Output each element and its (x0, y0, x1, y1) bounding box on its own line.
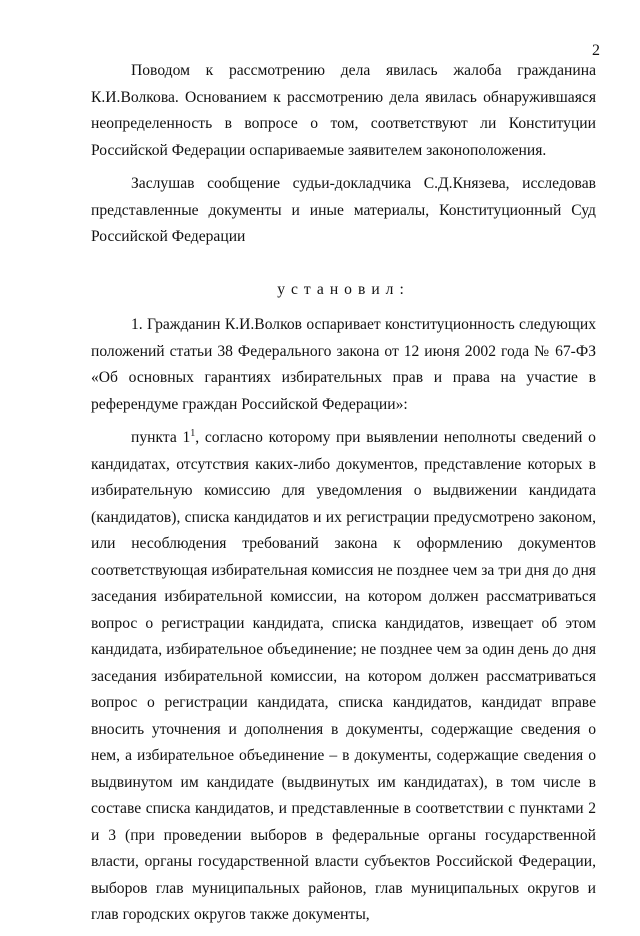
paragraph-section-1: 1. Гражданин К.И.Волков оспаривает конституционность следующих положений статьи 38 Федерального закона от 12 июня 2002 года № 67-ФЗ «Об основных гарантиях избирательных прав и права на участие в референдуме граждан Российской Федерации»: (91, 316, 596, 413)
paragraph-complaint-basis: Поводом к рассмотрению дела явилась жалоба гражданина К.И.Волкова. Основанием к рассмотрению дела явилась обнаружившаяся неопределенность в вопросе о том, соответствуют ли Конституции Российской Федерации оспариваемые заявителем законоположения. (91, 62, 596, 159)
document-body (91, 58, 596, 936)
paragraph-hearing: Заслушав сообщение судьи-докладчика С.Д.Князева, исследовав представленные документы и иные материалы, Конституционный Суд Российской Федерации (91, 175, 596, 245)
clause-text: , согласно которому при выявлении неполноты сведений о кандидатах, отсутствия каких-либо документов, представление которых в избирательную комиссию для уведомления о выдвижении кандидата (кандидатов), списка кандидатов и их регистрации предусмотрено законом, или несоблюдения требований закона к оформлению документов соответствующая избирательная комиссия не позднее чем за три дня до дня заседания избирательной комиссии, на котором должен рассматриваться вопрос о регистрации кандидата, списка кандидатов, извещает об этом кандидата, избирательное объединение; не позднее чем за один день до дня заседания избирательной комиссии, на котором должен рассматриваться вопрос о регистрации кандидата, списка кандидатов, кандидат вправе вносить уточнения и дополнения в документы, содержащие сведения о нем, а избирательное объединение – в документы, содержащие сведения о выдвинутом им кандидате (выдвинутых им кандидатах), в том числе в составе списка кандидатов, и представленные в соответствии с пунктами 2 и 3 (при проведении выборов в федеральные органы государственной власти, органы государственной власти субъектов Российской Федерации, выборов глав муниципальных районов, глав муниципальных округов и глав городских округов также документы, (91, 429, 596, 923)
clause-superscript: 1 (190, 428, 196, 439)
paragraph-clause-1-1 (91, 425, 596, 929)
section-heading: установил: (277, 280, 410, 298)
clause-lead: пункта 1 (131, 429, 191, 446)
page-number: 2 (592, 42, 600, 59)
